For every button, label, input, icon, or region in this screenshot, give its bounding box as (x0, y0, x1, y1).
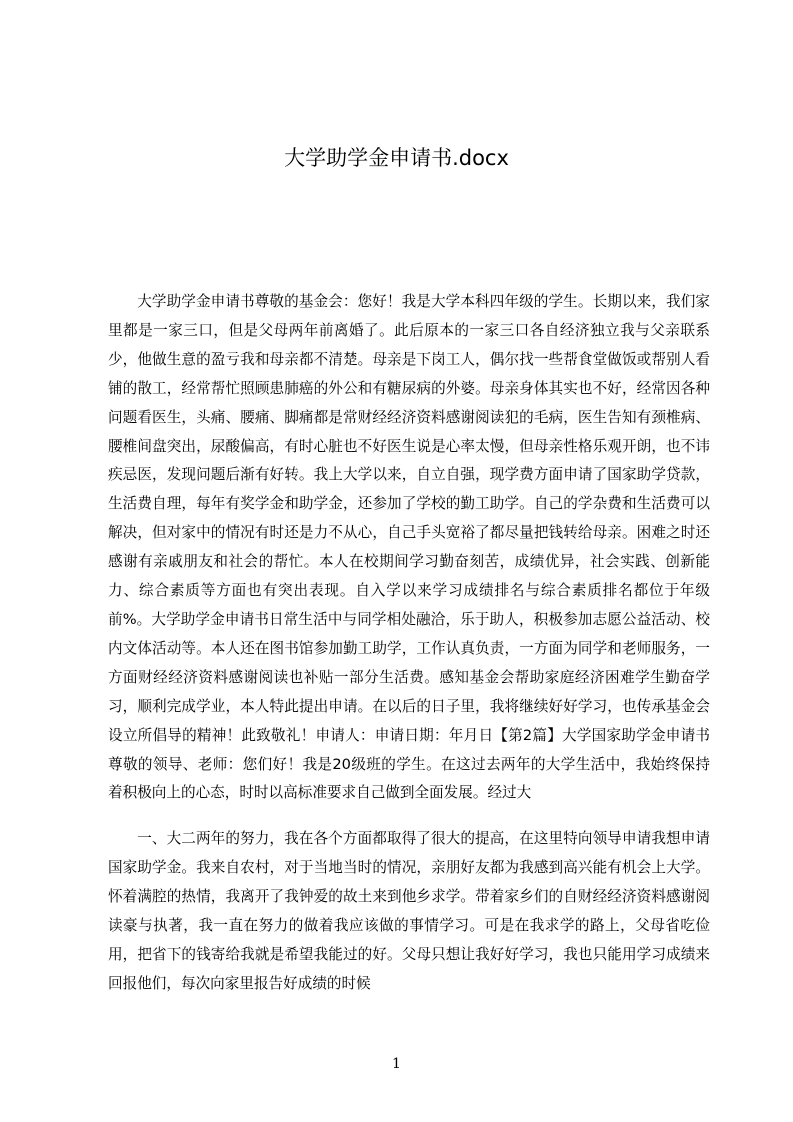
body-paragraph-1: 大学助学金申请书尊敬的基金会：您好！我是大学本科四年级的学生。长期以来，我们家里都是一家三口，但是父母两年前离婚了。此后原本的一家三口各自经济独立我与父亲联系少，他做生意的盈亏我和母亲都不清楚。母亲是下岗工人，偶尔找一些帮食堂做饭或帮别人看铺的散工，经常帮忙照顾患肺癌的外公和有糖尿病的外婆。母亲身体其实也不好，经常因各种问题看医生，头痛、腰痛、脚痛都是常财经经济资料感谢阅读犯的毛病，医生告知有颈椎病、腰椎间盘突出，尿酸偏高，有时心脏也不好医生说是心率太慢，但母亲性格乐观开朗，也不讳疾忌医，发现问题后渐有好转。我上大学以来，自立自强，现学费方面申请了国家助学贷款，生活费自理，每年有奖学金和助学金，还参加了学校的勤工助学。自己的学杂费和生活费可以解决，但对家中的情况有时还是力不从心，自己手头宽裕了都尽量把钱转给母亲。困难之时还感谢有亲戚朋友和社会的帮忙。本人在校期间学习勤奋刻苦，成绩优异，社会实践、创新能力、综合素质等方面也有突出表现。自入学以来学习成绩排名与综合素质排名都位于年级前%。大学助学金申请书日常生活中与同学相处融洽，乐于助人，积极参加志愿公益活动、校内文体活动等。本人还在图书馆参加勤工助学，工作认真负责，一方面为同学和老师服务，一方面财经经济资料感谢阅读也补贴一部分生活费。感知基金会帮助家庭经济困难学生勤奋学习，顺利完成学业，本人特此提出申请。在以后的日子里，我将继续好好学习，也传承基金会设立所倡导的精神！此致敬礼！申请人：申请日期：年月日【第2篇】大学国家助学金申请书尊敬的领导、老师：您们好！我是20级班的学生。在这过去两年的大学生活中，我始终保持着积极向上的心态，时时以高标准要求自己做到全面发展。经过大 (108, 293, 710, 802)
page-number: 1 (392, 1056, 401, 1072)
body-paragraph-2: 一、大二两年的努力，我在各个方面都取得了很大的提高，在这里特向领导申请我想申请国家助学金。我来自农村，对于当地当时的情况，亲朋好友都为我感到高兴能有机会上大学。怀着满腔的热情，我离开了我钟爱的故土来到他乡求学。带着家乡们的自财经经济资料感谢阅读豪与执著，我一直在努力的做着我应该做的事情学习。可是在我求学的路上，父母省吃俭用，把省下的钱寄给我就是希望我能过的好。父母只想让我好好学习，我也只能用学习成绩来回报他们，每次向家里报告好成绩的时候 (108, 830, 710, 992)
document-title: 大学助学金申请书.docx (284, 146, 509, 170)
